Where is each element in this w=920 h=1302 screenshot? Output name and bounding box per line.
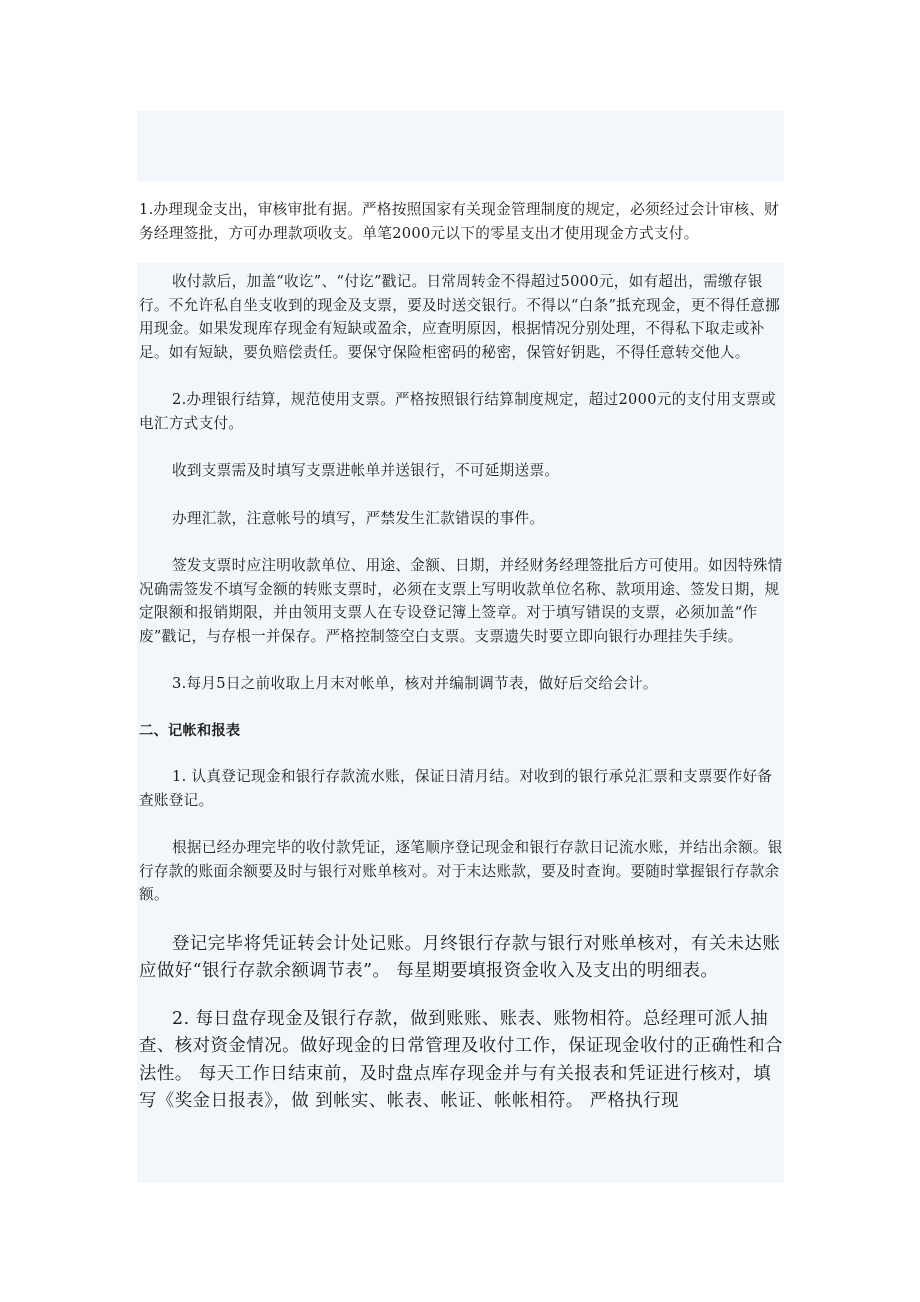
paragraph-journal-entry: 根据已经办理完毕的收付款凭证，逐笔顺序登记现金和银行存款日记流水账，并结出余额。银行存款的账面余额要及时与银行对账单核对。对于末达账款，要及时查询。要随时掌握银行存款余额。 — [139, 839, 783, 903]
document-body — [139, 198, 784, 1116]
paragraph-cheque-issuing: 签发支票时应注明收款单位、用途、金额、日期，并经财务经理签批后方可使用。如因特殊情况确需签发不填写金额的转账支票时，必须在支票上写明收款单位名称、款项用途、签发日期，规定限额和报销期限，并由领用支票人在专设登记簿上签章。对于填写错误的支票，必须加盖“作废”戳记，与存根一并保存。严格控制签空白支票。支票遗失时要立即向银行办理挂失手续。 — [139, 557, 783, 645]
paragraph-monthly-statement: 3.每月5日之前收取上月末对帐单，核对并编制调节表，做好后交给会计。 — [172, 675, 658, 692]
paragraph-reconciliation: 登记完毕将凭证转会计处记账。月终银行存款与银行对账单核对，有关未达账应做好“银行存款余额调节表”。 每星期要填报资金收入及支出的明细表。 — [139, 933, 781, 981]
paragraph-daily-inventory: 2. 每日盘存现金及银行存款，做到账账、账表、账物相符。总经理可派人抽查、核对资金情况。做好现金的日常管理及收付工作，保证现金收付的正确性和合法性。 每天工作日结束前，及时盘点库存现金并与有关报表和凭证进行核对，填写《奖金日报表》，做 到帐实、帐表、帐证、帐帐相符。 严格执行现 — [139, 1008, 784, 1111]
paragraph-cash-expenditure: 1.办理现金支出，审核审批有据。严格按照国家有关现金管理制度的规定，必须经过会计审核、财务经理签批，方可办理款项收支。单笔2000元以下的零星支出才使用现金方式支付。 — [139, 201, 780, 242]
paragraph-cheque-deposit: 收到支票需及时填写支票进帐单并送银行，不可延期送票。 — [172, 462, 560, 479]
paragraph-bank-settlement: 2.办理银行结算，规范使用支票。严格按照银行结算制度规定，超过2000元的支付用支票或电汇方式支付。 — [139, 391, 776, 432]
paragraph-remittance: 办理汇款，注意帐号的填写，严禁发生汇款错误的事件。 — [172, 509, 545, 527]
header-shaded-band — [137, 111, 784, 181]
paragraph-receipt-stamp: 收付款后，加盖“收讫”、“付讫”戳记。日常周转金不得超过5000元，如有超出，需缴存银行。不允许私自坐支收到的现金及支票，要及时送交银行。不得以“白条”抵充现金，更不得任意挪用现金。如果发现库存现金有短缺或盈余，应查明原因，根据情况分别处理，不得私下取走或补足。如有短缺，要负赔偿责任。要保守保险柜密码的秘密，保管好钥匙，不得任意转交他人。 — [139, 273, 781, 361]
section-heading-bookkeeping: 二、记帐和报表 — [139, 722, 241, 739]
paragraph-ledger-register: 1. 认真登记现金和银行存款流水账，保证日清月结。对收到的银行承兑汇票和支票要作好备查账登记。 — [139, 768, 773, 809]
